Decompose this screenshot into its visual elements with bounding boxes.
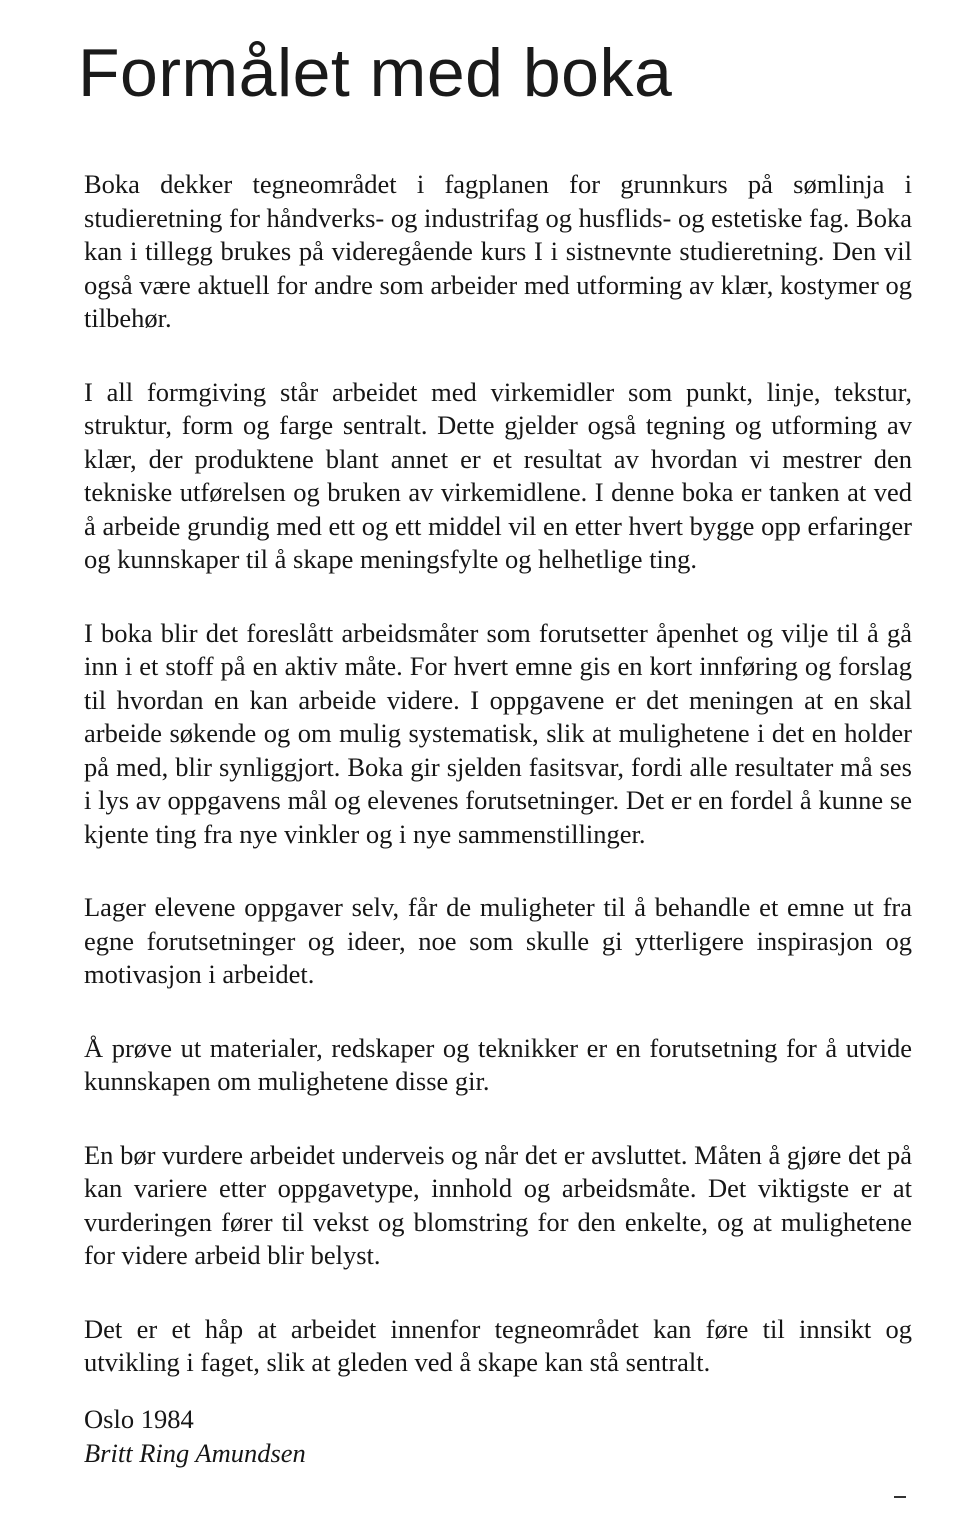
paragraph-6: En bør vurdere arbeidet underveis og når det er avsluttet. Måten å gjøre det på kan variere etter oppgavetype, innhold og arbeidsmåte. Det viktigste er at vurderingen fører til vekst og blomstring for den enkelte, og at mulighetene for videre arbeid blir belyst. xyxy=(84,1139,912,1270)
paragraph-4: Lager elevene oppgaver selv, får de muligheter til å behandle et emne ut fra egne forutsetninger og ideer, noe som skulle gi ytterligere inspirasjon og motivasjon i arbeidet. xyxy=(84,892,912,989)
signature-place-year: Oslo 1984 xyxy=(84,1404,194,1434)
paragraph-2: I all formgiving står arbeidet med virkemidler som punkt, linje, tekstur, struktur, form og farge sentralt. Dette gjelder også tegning og utforming av klær, der produktene blant annet er et resultat av hvordan vi mestrer den tekniske utførelsen og bruken av virkemidlene. I denne boka er tanken at ved å arbeide grundig med ett og ett middel vil en etter hvert bygge opp erfaringer og kunnskaper til å skape meningsfylte og helhetlige ting. xyxy=(84,376,912,574)
paragraph-3: I boka blir det foreslått arbeidsmåter som forutsetter åpenhet og vilje til å gå inn i et stoff på en aktiv måte. For hvert emne gis en kort innføring og forslag til hvordan en kan arbeide videre. I oppgavene er det meningen at en skal arbeide søkende og om mulig systematisk, slik at mulighetene i det en holder på med, blir synliggjort. Boka gir sjelden fasitsvar, fordi alle resultater må ses i lys av oppgavens mål og elevenes forutsetninger. Det er en fordel å kunne se kjente ting fra nye vinkler og i nye sammenstillinger. xyxy=(84,617,912,849)
signature-block xyxy=(84,1402,306,1470)
paragraph-7: Det er et håp at arbeidet innenfor tegneområdet kan føre til innsikt og utvikling i faget, slik at gleden ved å skape kan stå sentralt. xyxy=(84,1313,912,1377)
signature-author: Britt Ring Amundsen xyxy=(84,1438,306,1468)
page-corner-mark xyxy=(894,1496,906,1498)
paragraph-5: Å prøve ut materialer, redskaper og teknikker er en forutsetning for å utvide kunnskapen om mulighetene disse gir. xyxy=(84,1032,912,1096)
paragraph-1: Boka dekker tegneområdet i fagplanen for grunnkurs på sømlinja i studieretning for håndverks- og industrifag og husflids- og estetiske fag. Boka kan i tillegg brukes på videregående kurs I i sistnevnte studieretning. Den vil også være aktuell for andre som arbeider med utforming av klær, kostymer og tilbehør. xyxy=(84,169,912,333)
page-title: Formålet med boka xyxy=(78,35,673,111)
body-text xyxy=(84,168,912,1420)
